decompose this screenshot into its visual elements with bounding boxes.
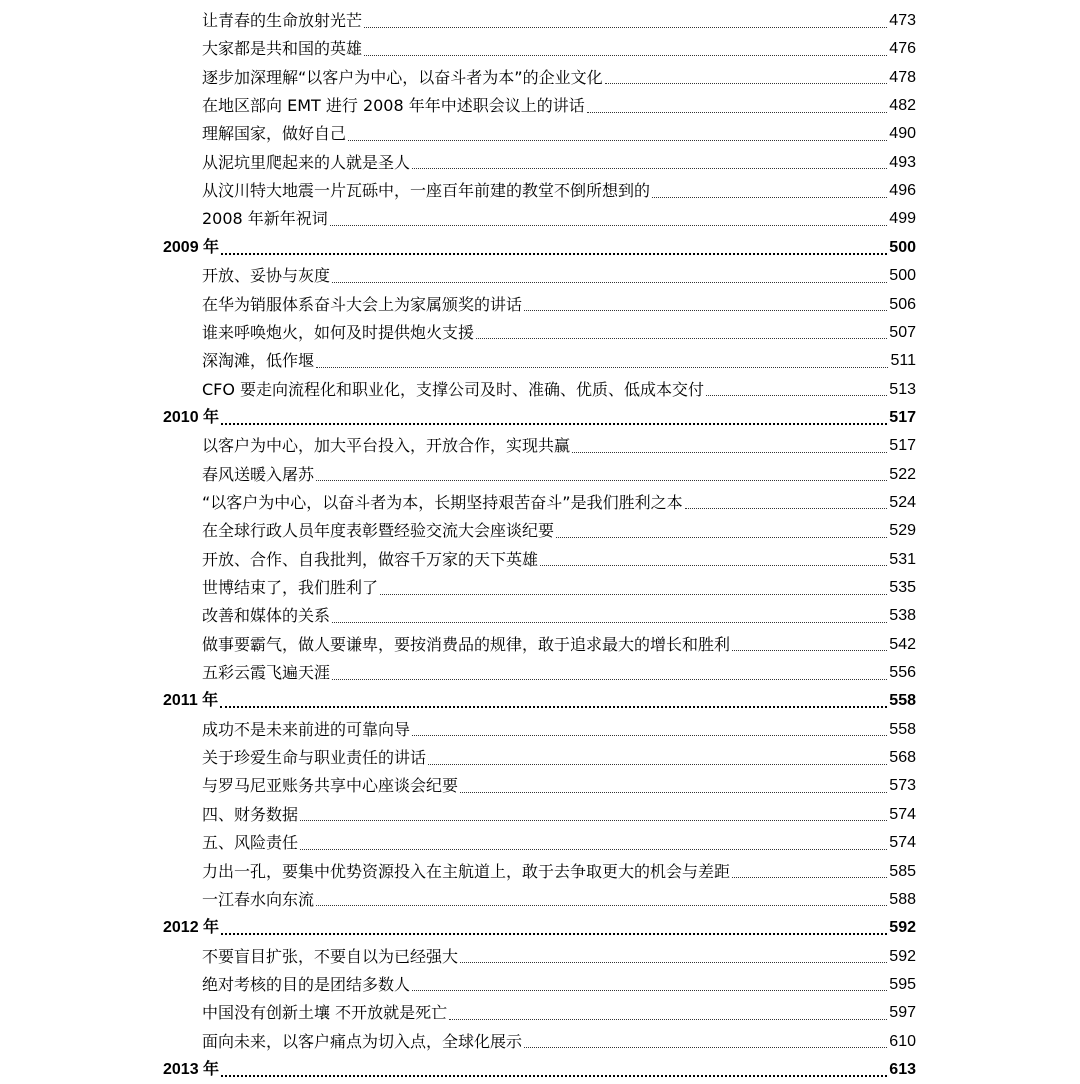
toc-title: 面向未来，以客户痛点为切入点，全球化展示 [202, 1031, 523, 1051]
toc-title: 从泥坑里爬起来的人就是圣人 [202, 152, 411, 172]
dot-leader [330, 225, 887, 226]
toc-page-number: 493 [889, 153, 916, 171]
toc-entry[interactable] [202, 517, 916, 545]
toc-title: 在地区部向 EMT 进行 2008 年年中述职会议上的讲话 [202, 96, 585, 116]
dot-leader [332, 679, 887, 680]
toc-title: 开放、合作、自我批判，做容千万家的天下英雄 [202, 549, 539, 569]
toc-year-heading[interactable] [163, 914, 916, 942]
toc-page-number: 558 [889, 720, 916, 738]
toc-title: 不要盲目扩张，不要自以为已经强大 [202, 946, 459, 966]
toc-entry[interactable] [202, 574, 916, 602]
toc-page-number: 529 [889, 522, 916, 540]
dot-leader [460, 792, 887, 793]
toc-page-number: 531 [889, 550, 916, 568]
toc-title: CFO 要走向流程化和职业化，支撑公司及时、准确、优质、低成本交付 [202, 379, 705, 399]
toc-title: 五、风险责任 [202, 833, 299, 853]
toc-page-number: 574 [889, 834, 916, 852]
toc-page-number: 556 [889, 664, 916, 682]
toc-page-number: 588 [889, 890, 916, 908]
dot-leader [732, 877, 887, 878]
dot-leader [460, 962, 887, 963]
dot-leader [364, 55, 887, 56]
toc-entry[interactable] [202, 64, 916, 92]
dot-leader [572, 452, 887, 453]
dot-leader [412, 168, 887, 169]
toc-title: 成功不是未来前进的可靠向导 [202, 719, 411, 739]
toc-title: 大家都是共和国的英雄 [202, 39, 363, 59]
dot-leader [332, 282, 887, 283]
toc-page-number: 511 [890, 352, 916, 370]
toc-page-number: 542 [889, 635, 916, 653]
toc-page-number: 610 [889, 1032, 916, 1050]
dot-leader [556, 537, 887, 538]
toc-entry[interactable] [202, 432, 916, 460]
dot-leader [300, 820, 887, 821]
toc-entry[interactable] [202, 205, 916, 233]
toc-entry[interactable] [202, 659, 916, 687]
toc-title: 做事要霸气，做人要谦卑，要按消费品的规律，敢于追求最大的增长和胜利 [202, 634, 731, 654]
toc-title: 在全球行政人员年度表彰暨经验交流大会座谈纪要 [202, 521, 555, 541]
toc-title: 四、财务数据 [202, 804, 299, 824]
dot-leader [221, 933, 887, 935]
dot-leader [449, 1019, 887, 1020]
toc-page-number: 476 [889, 40, 916, 58]
toc-title: 让青春的生命放射光芒 [202, 11, 363, 30]
toc-page-number: 517 [889, 408, 916, 426]
toc-year-heading[interactable] [163, 404, 916, 432]
toc-page-number: 568 [889, 749, 916, 767]
toc-entry[interactable] [202, 1028, 916, 1056]
dot-leader [706, 395, 887, 396]
toc-title: 2008 年新年祝词 [202, 209, 328, 229]
toc-title: 谁来呼唤炮火，如何及时提供炮火支援 [202, 322, 475, 342]
toc-page-number: 499 [889, 210, 916, 228]
toc-page-number: 535 [889, 579, 916, 596]
dot-leader [587, 112, 888, 113]
toc-page-number: 490 [889, 125, 916, 143]
dot-leader [220, 706, 887, 708]
toc-entry[interactable] [202, 829, 916, 857]
toc-entry[interactable] [202, 291, 916, 319]
toc-title: 关于珍爱生命与职业责任的讲话 [202, 748, 427, 768]
toc-entry[interactable] [202, 602, 916, 630]
toc-title: 中国没有创新土壤 不开放就是死亡 [202, 1003, 448, 1023]
toc-title: 从汶川特大地震一片瓦砾中，一座百年前建的教堂不倒所想到的 [202, 181, 651, 201]
toc-page-number: 517 [889, 437, 916, 455]
toc-title: 开放、妥协与灰度 [202, 266, 331, 286]
toc-page-number: 558 [889, 692, 916, 710]
dot-leader [221, 1075, 887, 1077]
dot-leader [412, 735, 887, 736]
toc-page-number: 478 [889, 68, 916, 86]
toc-title: 力出一孔，要集中优势资源投入在主航道上，敢于去争取更大的机会与差距 [202, 861, 731, 881]
dot-leader [652, 197, 887, 198]
toc-entry[interactable] [202, 120, 916, 148]
toc-page-number: 597 [889, 1004, 916, 1022]
toc-page-number: 538 [889, 607, 916, 625]
toc-page-number: 613 [889, 1060, 916, 1078]
dot-leader [380, 594, 887, 595]
toc-entry[interactable] [202, 631, 916, 659]
toc-title: 2012 年 [163, 919, 220, 937]
toc-title: 在华为销服体系奋斗大会上为家属颁奖的讲话 [202, 294, 523, 314]
dot-leader [348, 140, 887, 141]
toc-page-number: 513 [889, 380, 916, 398]
toc-title: 2013 年 [163, 1060, 220, 1078]
toc-page-number: 592 [889, 919, 916, 937]
dot-leader [221, 423, 887, 425]
toc-title: 以客户为中心，加大平台投入，开放合作，实现共赢 [202, 436, 571, 456]
toc-entry[interactable] [202, 376, 916, 404]
toc-entry[interactable] [202, 262, 916, 290]
toc-entry[interactable] [202, 801, 916, 829]
toc-entry[interactable] [202, 999, 916, 1027]
toc-page-number: 524 [889, 493, 916, 511]
toc-page-number: 482 [889, 97, 916, 115]
toc-entry[interactable] [202, 716, 916, 744]
toc-entry[interactable] [202, 772, 916, 800]
dot-leader [316, 905, 887, 906]
toc-entry[interactable] [202, 858, 916, 886]
toc-entry[interactable] [202, 744, 916, 772]
toc-page-number: 500 [889, 238, 916, 256]
dot-leader [316, 480, 887, 481]
dot-leader [364, 27, 887, 28]
toc-entry[interactable] [202, 461, 916, 489]
dot-leader [685, 508, 888, 509]
toc-page-number: 522 [889, 465, 916, 483]
toc-page-number: 473 [889, 12, 916, 29]
dot-leader [476, 338, 887, 339]
toc-entry[interactable] [202, 489, 916, 517]
toc-title: 绝对考核的目的是团结多数人 [202, 974, 411, 994]
toc-title: 2009 年 [163, 238, 220, 256]
toc-title: 2011 年 [163, 692, 219, 710]
toc-title: 理解国家，做好自己 [202, 124, 347, 144]
dot-leader [524, 310, 887, 311]
toc-page-number: 573 [889, 777, 916, 795]
toc-page-number: 595 [889, 975, 916, 993]
toc-entry[interactable] [202, 35, 916, 63]
toc-page-number: 506 [889, 295, 916, 313]
dot-leader [540, 565, 887, 566]
toc-year-heading[interactable] [163, 687, 916, 715]
dot-leader [316, 367, 888, 368]
toc-entry[interactable] [202, 347, 916, 375]
toc-title: 世博结束了，我们胜利了 [202, 578, 379, 597]
toc-entry[interactable] [202, 177, 916, 205]
toc-page-number: 592 [889, 947, 916, 965]
toc-page-number: 496 [889, 182, 916, 200]
toc-entry[interactable] [202, 7, 916, 35]
toc-entry[interactable] [202, 319, 916, 347]
toc-entry[interactable] [202, 92, 916, 120]
toc-title: “以客户为中心，以奋斗者为本，长期坚持艰苦奋斗”是我们胜利之本 [202, 492, 683, 512]
dot-leader [732, 650, 887, 651]
toc-entry[interactable] [202, 149, 916, 177]
dot-leader [300, 849, 887, 850]
toc-page-number: 585 [889, 862, 916, 880]
toc-entry[interactable] [202, 546, 916, 574]
dot-leader [428, 764, 887, 765]
toc-title: 春风送暖入屠苏 [202, 464, 315, 484]
toc-title: 深淘滩，低作堰 [202, 351, 315, 371]
dot-leader [524, 1047, 887, 1048]
dot-leader [605, 83, 888, 84]
dot-leader [221, 253, 887, 255]
toc-entry[interactable] [202, 886, 916, 914]
toc-title: 与罗马尼亚账务共享中心座谈会纪要 [202, 776, 459, 796]
dot-leader [332, 622, 887, 623]
toc-title: 2010 年 [163, 408, 220, 426]
toc-page-number: 574 [889, 805, 916, 823]
toc-page-number: 507 [889, 323, 916, 341]
dot-leader [412, 990, 887, 991]
toc-title: 改善和媒体的关系 [202, 606, 331, 626]
toc-title: 五彩云霞飞遍天涯 [202, 663, 331, 683]
toc-entry[interactable] [202, 971, 916, 999]
toc-year-heading[interactable] [163, 234, 916, 262]
toc-entry[interactable] [202, 943, 916, 971]
toc-title: 一江春水向东流 [202, 889, 315, 909]
toc-title: 逐步加深理解“以客户为中心，以奋斗者为本”的企业文化 [202, 67, 603, 87]
toc-page-number: 500 [889, 267, 916, 285]
